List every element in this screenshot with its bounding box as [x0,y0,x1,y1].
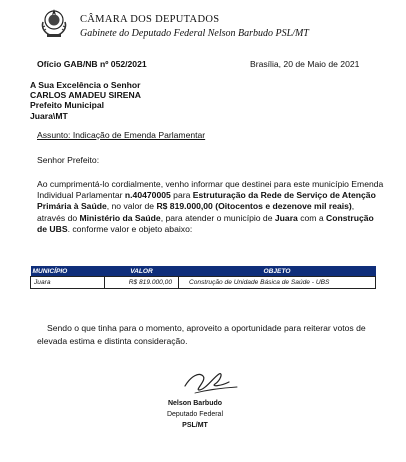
office-subtitle: Gabinete do Deputado Federal Nelson Barbudo PSL/MT [80,28,309,39]
body-line: Ao cumprimentá-lo cordialmente, venho informar que destinei para este município Emenda [37,179,384,189]
cell-objeto: Construção de Unidade Básica de Saúde - UBS [179,277,376,289]
column-header-objeto: OBJETO [179,266,376,277]
body-line: Primária à Saúde, no valor de R$ 819.000,00 (Oitocentos e dezenove mil reais), [37,201,355,212]
recipient-name: CARLOS AMADEU SIRENA [30,90,141,101]
institution-title: CÂMARA DOS DEPUTADOS [80,14,220,25]
body-line: Individual Parlamentar n.40470005 para Estruturação da Rede de Serviço de Atenção [37,190,376,201]
signer-role: Deputado Federal [166,411,224,418]
office-number: Ofício GAB/NB nº 052/2021 [37,59,147,69]
letter-date: Brasília, 20 de Maio de 2021 [250,59,360,69]
signer-party: PSL/MT [182,422,208,429]
signer-name: Nelson Barbudo [167,400,223,407]
recipient-location: Juara\MT [30,110,68,121]
recipient-line: A Sua Excelência o Senhor [30,80,141,90]
subject-line: Assunto: Indicação de Emenda Parlamentar [37,130,206,140]
body-paragraph [37,179,384,235]
closing-line: Sendo o que tinha para o momento, aproveito a oportunidade para reiterar votos de [47,323,366,333]
column-header-municipio: MUNICÍPIO [31,266,105,277]
cell-valor: R$ 819.000,00 [105,277,179,289]
table-row [31,277,376,289]
greeting: Senhor Prefeito: [37,155,100,165]
handwritten-signature [165,366,245,398]
column-header-valor: VALOR [105,266,179,277]
recipient-block [30,80,141,121]
signer-block [150,398,240,431]
body-line: de UBS. conforme valor e objeto abaixo: [37,223,193,234]
closing-paragraph [37,322,377,348]
amendment-table [30,266,376,289]
recipient-role: Prefeito Municipal [30,100,105,111]
table-header-row [31,266,376,277]
coat-of-arms-icon [37,6,71,40]
closing-line: elevada estima e distinta consideração. [37,336,188,346]
body-line: através do Ministério da Saúde, para atender o município de Juara com a Construção [37,212,374,223]
cell-municipio: Juara [31,277,105,289]
